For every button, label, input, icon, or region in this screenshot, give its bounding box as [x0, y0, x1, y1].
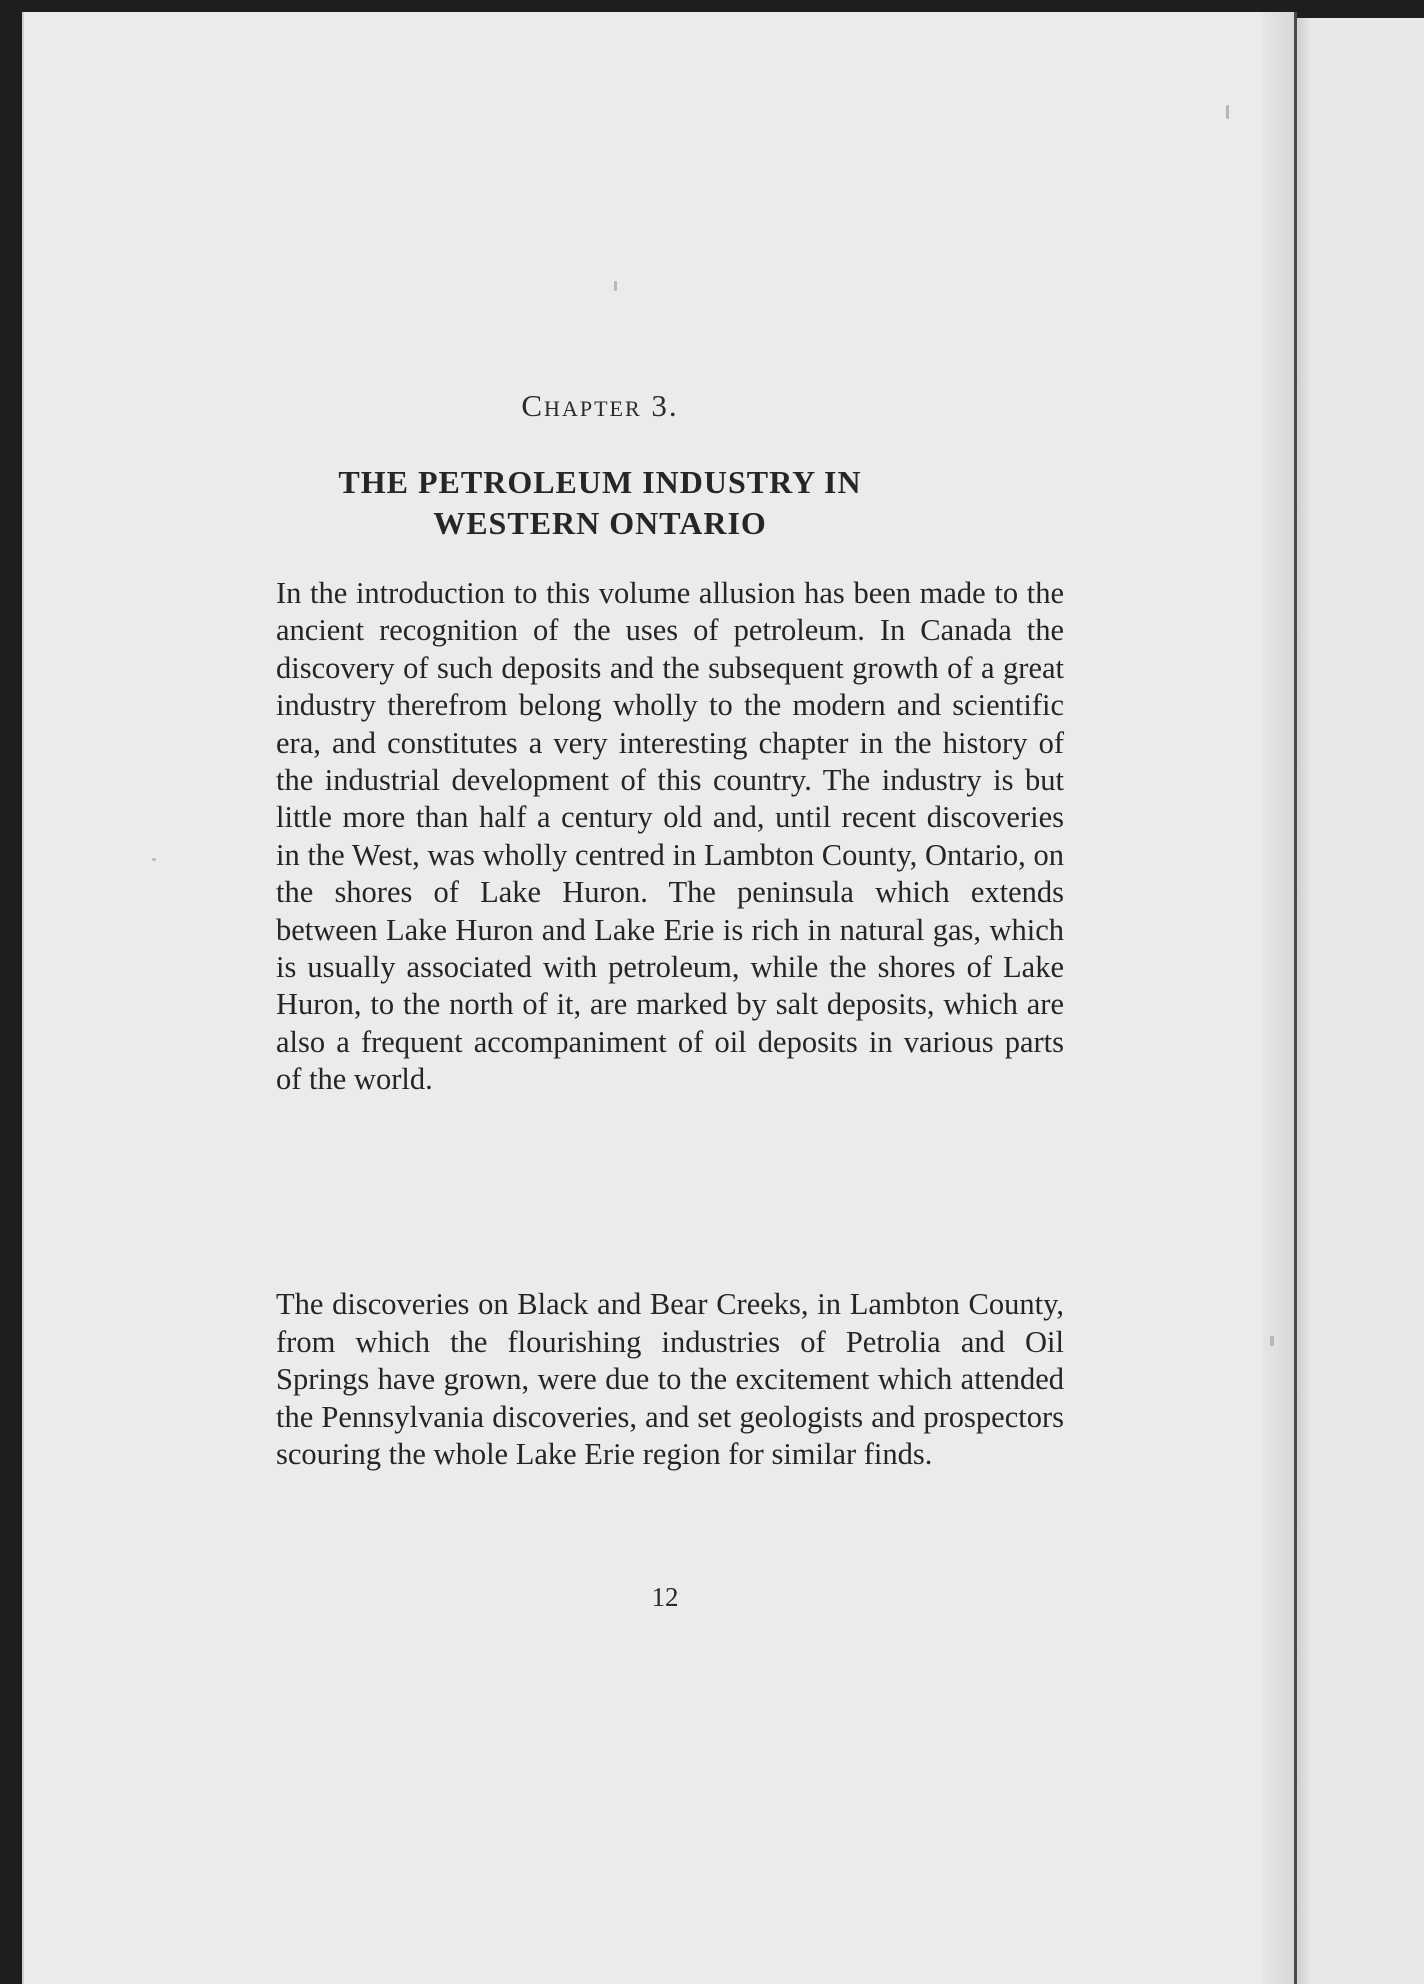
- facing-page-shadow: [1297, 18, 1311, 1984]
- page-edge-shadow: [1262, 12, 1296, 1984]
- paper-speck: [152, 858, 156, 861]
- chapter-label: Chapter 3.: [521, 388, 679, 423]
- chapter-title: THE PETROLEUM INDUSTRY IN WESTERN ONTARIO: [338, 464, 862, 541]
- page-number: 12: [651, 1582, 679, 1612]
- paper-speck: [614, 281, 617, 291]
- paper-speck: [1270, 1336, 1274, 1346]
- facing-page: [1297, 18, 1424, 1984]
- paper-speck: [1226, 105, 1229, 119]
- body-paragraph: In the introduction to this volume allusion has been made to the ancient recognition of the uses of petroleum. In Canada the discovery of such deposits and the subsequent growth of a great industry therefrom belong wholly to the modern and scientific era, and constitutes a very interesting chapter in the history of the industrial development of this country. The industry is but little more than half a century old and, until recent discoveries in the West, was wholly centred in Lambton County, Ontario, on the shores of Lake Huron. The peninsula which extends between Lake Huron and Lake Erie is rich in natural gas, which is usually associated with petroleum, while the shores of Lake Huron, to the north of it, are marked by salt deposits, which are also a frequent accompaniment of oil deposits in various parts of the world.: [276, 576, 1064, 1097]
- body-paragraph: The discoveries on Black and Bear Creeks, in Lambton County, from which the flourishing industries of Petrolia and Oil Springs have grown, were due to the excitement which attended the Pennsylvania discoveries, and set geologists and prospectors scouring the whole Lake Erie region for similar finds.: [276, 1287, 1064, 1471]
